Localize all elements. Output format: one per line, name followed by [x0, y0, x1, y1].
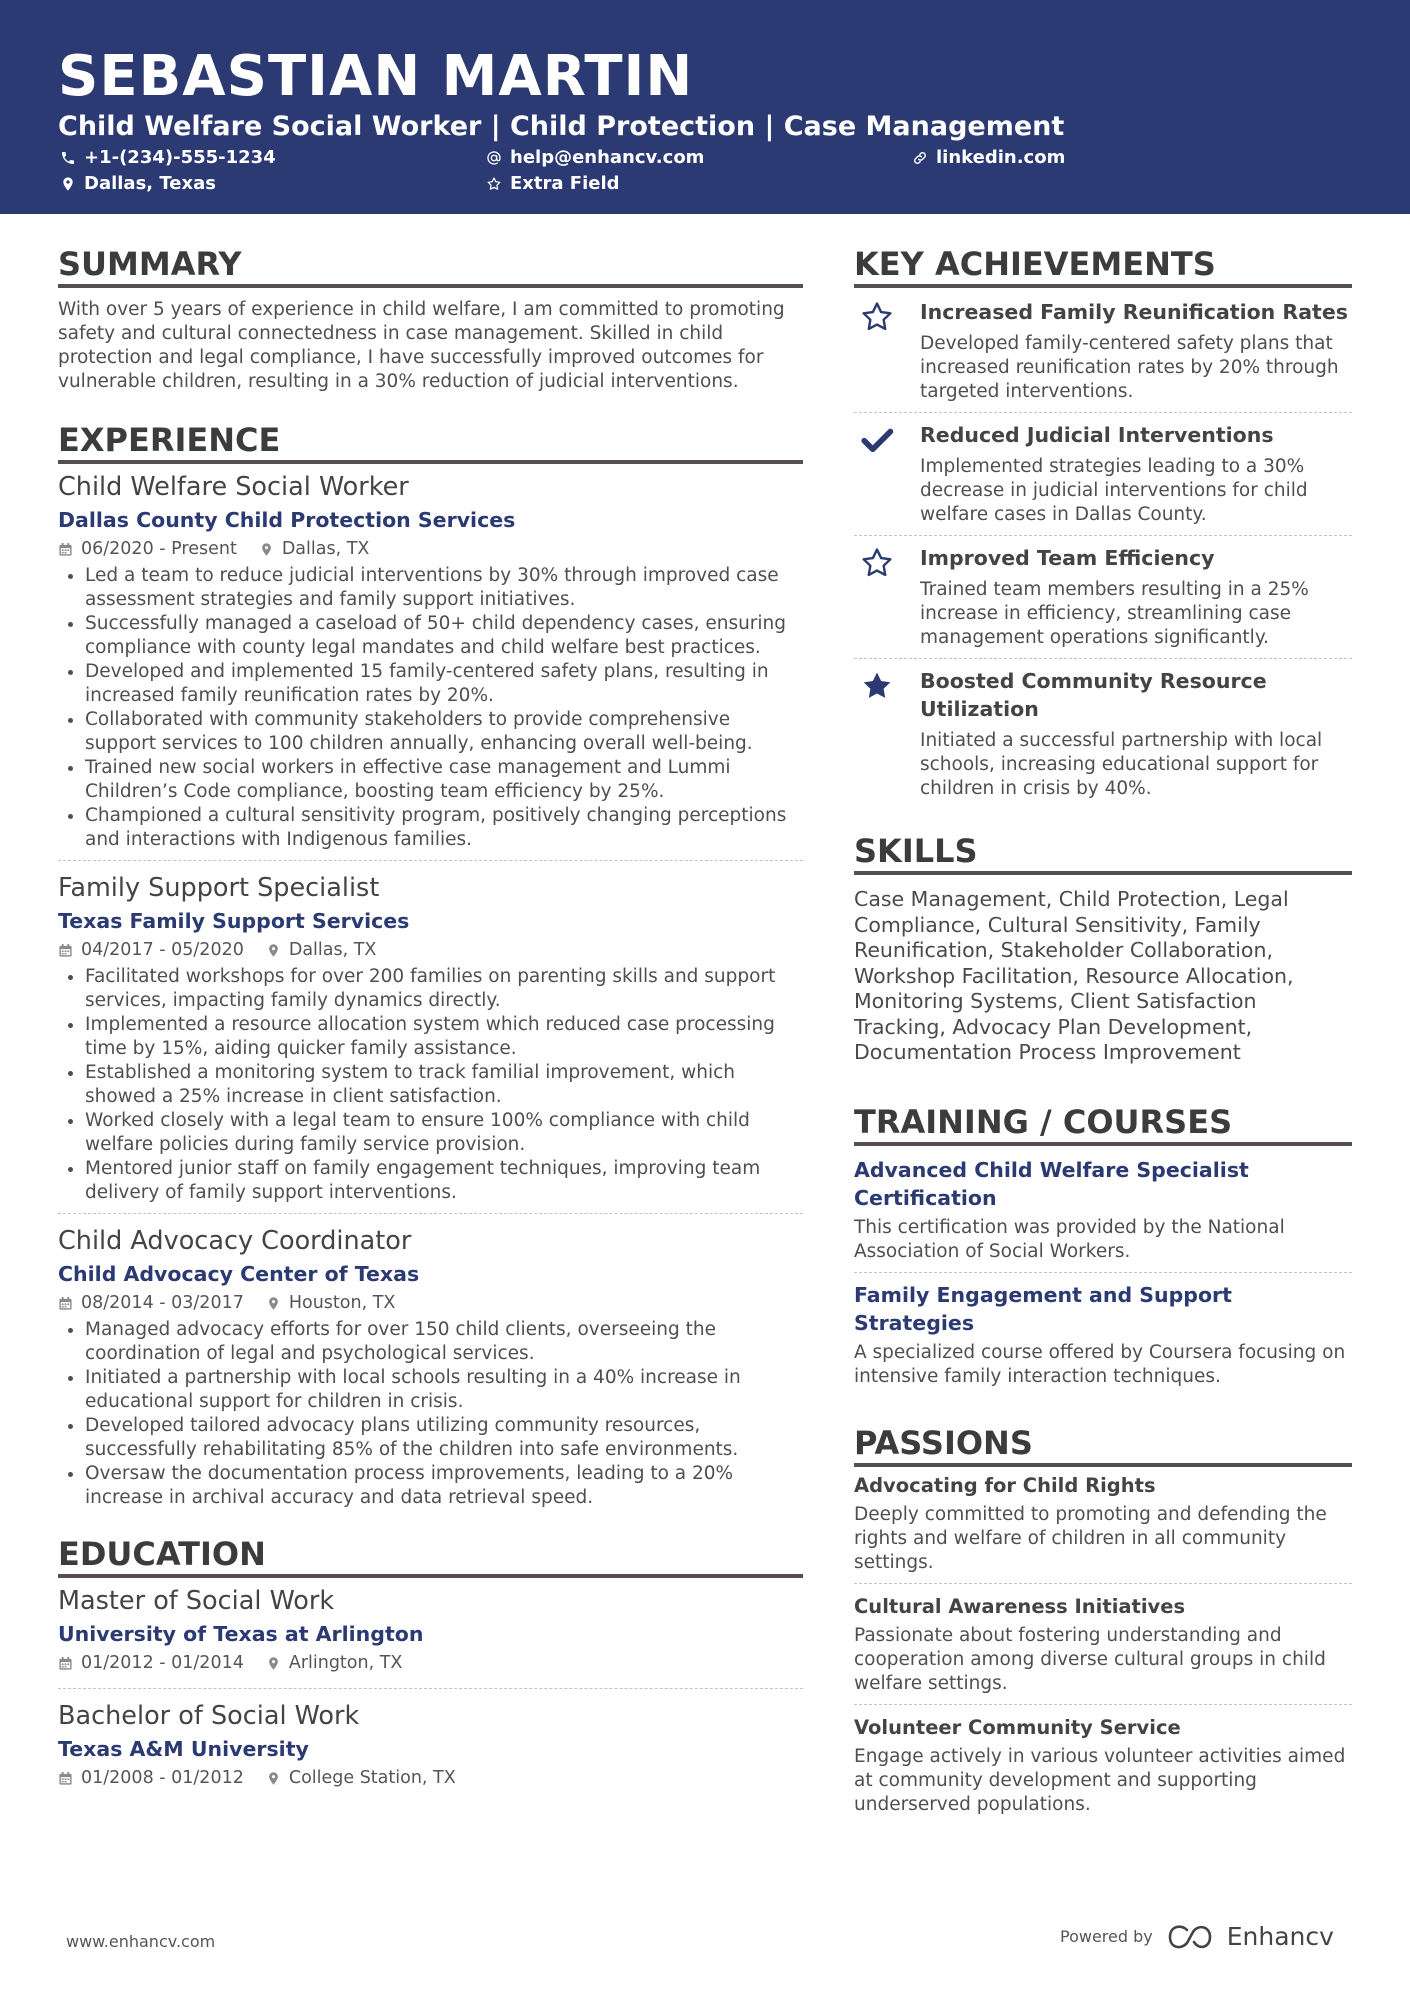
phone-number: +1-(234)-555-1234	[84, 147, 276, 168]
achievement-title: Improved Team Efficiency	[920, 546, 1215, 570]
brand-name[interactable]: Enhancv	[1226, 1922, 1334, 1951]
education-dates: 01/2008 - 01/2012	[81, 1768, 244, 1788]
education-heading: EDUCATION	[58, 1534, 803, 1578]
location-contact	[60, 172, 216, 196]
job-entry	[58, 470, 803, 861]
experience-section	[58, 420, 803, 1518]
achievements-section	[854, 244, 1352, 809]
achievement-title: Boosted Community Resource Utilization	[920, 669, 1267, 721]
job-bullets	[58, 965, 803, 1205]
location-pin-icon	[60, 176, 76, 192]
calendar-icon	[58, 943, 73, 958]
experience-heading: EXPERIENCE	[58, 420, 803, 464]
school-name: Texas A&M University	[58, 1737, 309, 1761]
job-title: Family Support Specialist	[58, 873, 380, 903]
passion-description: Passionate about fostering understanding and cooperation among diverse cultural groups in child welfare settings.	[854, 1624, 1326, 1694]
calendar-icon	[58, 1296, 73, 1311]
calendar-icon	[58, 1771, 73, 1786]
star-outline-icon	[860, 300, 894, 334]
course-description: This certification was provided by the National Association of Social Workers.	[854, 1216, 1285, 1262]
education-entry	[58, 1699, 803, 1803]
passion-description: Engage actively in various volunteer activities aimed at community development and supporting underserved populations.	[854, 1745, 1346, 1815]
achievement-description: Initiated a successful partnership with local schools, increasing educational support for children in crisis by 40%.	[920, 730, 1323, 799]
job-meta	[58, 937, 803, 963]
job-location: Dallas, TX	[281, 539, 370, 559]
job-bullets	[58, 564, 803, 852]
education-dates: 01/2012 - 01/2014	[81, 1653, 244, 1673]
link-icon	[912, 150, 928, 166]
bullet-item: • Facilitated workshops for over 200 families on parenting skills and support services, impacting family dynamics directly.	[85, 965, 803, 1013]
summary-text: With over 5 years of experience in child welfare, I am committed to promoting safety and cultural connectedness in case management. Skilled in child protection and legal compliance, I have successfully improved outcomes for vulnerable children, resulting in a 30% reduction of judicial interventions.	[58, 299, 785, 392]
location-pin-icon	[266, 1656, 281, 1671]
job-dates: 08/2014 - 03/2017	[81, 1293, 244, 1313]
school-name: University of Texas at Arlington	[58, 1622, 424, 1646]
email-contact[interactable]	[486, 146, 704, 170]
footer-website[interactable]: www.enhancv.com	[66, 1932, 216, 1951]
course-title: Advanced Child Welfare Specialist Certification	[854, 1157, 1249, 1210]
achievement-title: Increased Family Reunification Rates	[920, 300, 1348, 324]
bullet-item: • Trained new social workers in effective case management and Lummi Children’s Code compliance, boosting team efficiency by 25%.	[85, 756, 803, 804]
bullet-item: • Led a team to reduce judicial interventions by 30% through improved case assessment strategies and family support initiatives.	[85, 564, 803, 612]
candidate-name: SEBASTIAN MARTIN	[58, 44, 694, 109]
achievement-description: Implemented strategies leading to a 30% decrease in judicial interventions for child welfare cases in Dallas County.	[920, 456, 1308, 525]
job-title: Child Welfare Social Worker	[58, 472, 409, 502]
company-name: Texas Family Support Services	[58, 909, 410, 933]
calendar-icon	[58, 542, 73, 557]
education-meta	[58, 1765, 803, 1791]
bullet-item: • Initiated a partnership with local schools resulting in a 40% increase in educational support for children in crisis.	[85, 1366, 803, 1414]
passion-description: Deeply committed to promoting and defending the rights and welfare of children in all community settings.	[854, 1503, 1327, 1573]
left-column	[58, 244, 803, 1813]
skills-section	[854, 831, 1352, 1066]
at-icon	[486, 150, 502, 166]
course-description: A specialized course offered by Coursera focusing on intensive family interaction techniques.	[854, 1341, 1346, 1387]
passion-item	[854, 1594, 1352, 1705]
location-pin-icon	[266, 1771, 281, 1786]
passion-item	[854, 1715, 1352, 1825]
bullet-item: • Developed tailored advocacy plans utilizing community resources, successfully rehabilitating 85% of the children into safe environments.	[85, 1414, 803, 1462]
star-outline-icon	[860, 546, 894, 580]
education-entry	[58, 1584, 803, 1689]
job-location: Dallas, TX	[288, 940, 377, 960]
company-name: Dallas County Child Protection Services	[58, 508, 516, 532]
training-heading: TRAINING / COURSES	[854, 1102, 1352, 1146]
star-outline-icon	[486, 176, 502, 192]
passion-title: Volunteer Community Service	[854, 1715, 1181, 1739]
skills-heading: SKILLS	[854, 831, 1352, 875]
bullet-item: • Oversaw the documentation process improvements, leading to a 20% increase in archival accuracy and data retrieval speed.	[85, 1462, 803, 1510]
achievement-description: Trained team members resulting in a 25% increase in efficiency, streamlining case management operations significantly.	[920, 579, 1309, 648]
summary-heading: SUMMARY	[58, 244, 803, 288]
bullet-item: • Managed advocacy efforts for over 150 child clients, overseeing the coordination of legal and psychological services.	[85, 1318, 803, 1366]
passion-title: Advocating for Child Rights	[854, 1473, 1156, 1497]
course-title: Family Engagement and Support Strategies	[854, 1282, 1232, 1335]
achievement-item	[854, 290, 1352, 413]
bullet-item: • Established a monitoring system to track familial improvement, which showed a 25% increase in client satisfaction.	[85, 1061, 803, 1109]
achievement-title: Reduced Judicial Interventions	[920, 423, 1274, 447]
bullet-item: • Worked closely with a legal team to ensure 100% compliance with child welfare policies during family service provision.	[85, 1109, 803, 1157]
email-address: help@enhancv.com	[510, 147, 705, 168]
education-location: Arlington, TX	[288, 1653, 403, 1673]
passion-item	[854, 1473, 1352, 1584]
checkmark-icon	[860, 423, 894, 457]
location-pin-icon	[266, 943, 281, 958]
bullet-item: • Collaborated with community stakeholders to provide comprehensive support services to 100 children annually, enhancing overall well-being.	[85, 708, 803, 756]
job-title: Child Advocacy Coordinator	[58, 1226, 412, 1256]
summary-section	[58, 244, 803, 394]
location-pin-icon	[266, 1296, 281, 1311]
job-entry	[58, 871, 803, 1214]
education-section	[58, 1534, 803, 1803]
achievement-description: Developed family-centered safety plans that increased reunification rates by 20% through targeted interventions.	[920, 333, 1339, 402]
achievement-item	[854, 536, 1352, 659]
right-column	[854, 244, 1352, 1835]
headline: Child Welfare Social Worker | Child Protection | Case Management	[58, 111, 1065, 142]
training-section	[854, 1102, 1352, 1397]
education-location: College Station, TX	[288, 1768, 456, 1788]
passions-heading: PASSIONS	[854, 1423, 1352, 1467]
phone-contact[interactable]	[60, 146, 276, 170]
company-name: Child Advocacy Center of Texas	[58, 1262, 420, 1286]
location-pin-icon	[259, 542, 274, 557]
achievement-item	[854, 659, 1352, 809]
bullet-item: • Championed a cultural sensitivity program, positively changing perceptions and interactions with Indigenous families.	[85, 804, 803, 852]
phone-icon	[60, 150, 76, 166]
job-location: Houston, TX	[288, 1293, 396, 1313]
job-meta	[58, 536, 803, 562]
linkedin-link: linkedin.com	[936, 147, 1066, 168]
course-item	[854, 1279, 1352, 1397]
skills-list: Case Management, Child Protection, Legal Compliance, Cultural Sensitivity, Family Reunification, Stakeholder Collaboration, Workshop Facilitation, Resource Allocation, Monitoring Systems, Client Satisfaction Tracking, Advocacy Plan Development, Documentation Process Improvement	[854, 887, 1294, 1064]
job-dates: 04/2017 - 05/2020	[81, 940, 244, 960]
job-meta	[58, 1290, 803, 1316]
job-dates: 06/2020 - Present	[81, 539, 237, 559]
calendar-icon	[58, 1656, 73, 1671]
bullet-item: • Mentored junior staff on family engagement techniques, improving team delivery of family support interventions.	[85, 1157, 803, 1205]
education-meta	[58, 1650, 803, 1676]
extra-field-text: Extra Field	[510, 173, 620, 194]
powered-by-label: Powered by	[1060, 1927, 1153, 1946]
degree: Master of Social Work	[58, 1586, 335, 1616]
bullet-item: • Successfully managed a caseload of 50+ child dependency cases, ensuring compliance with county legal mandates and child welfare best practices.	[85, 612, 803, 660]
passions-section	[854, 1423, 1352, 1825]
achievement-item	[854, 413, 1352, 536]
degree: Bachelor of Social Work	[58, 1701, 360, 1731]
linkedin-contact[interactable]	[912, 146, 1065, 170]
extra-field	[486, 172, 620, 196]
passion-title: Cultural Awareness Initiatives	[854, 1594, 1186, 1618]
enhancv-logo-icon	[1167, 1924, 1213, 1950]
header	[0, 0, 1410, 214]
footer-branding	[1060, 1922, 1334, 1951]
job-entry	[58, 1224, 803, 1518]
location-text: Dallas, Texas	[84, 173, 216, 194]
star-filled-icon	[860, 669, 894, 703]
job-bullets	[58, 1318, 803, 1510]
course-item	[854, 1154, 1352, 1273]
bullet-item: • Implemented a resource allocation system which reduced case processing time by 15%, aiding quicker family assistance.	[85, 1013, 803, 1061]
bullet-item: • Developed and implemented 15 family-centered safety plans, resulting in increased family reunification rates by 20%.	[85, 660, 803, 708]
achievements-heading: KEY ACHIEVEMENTS	[854, 244, 1352, 288]
